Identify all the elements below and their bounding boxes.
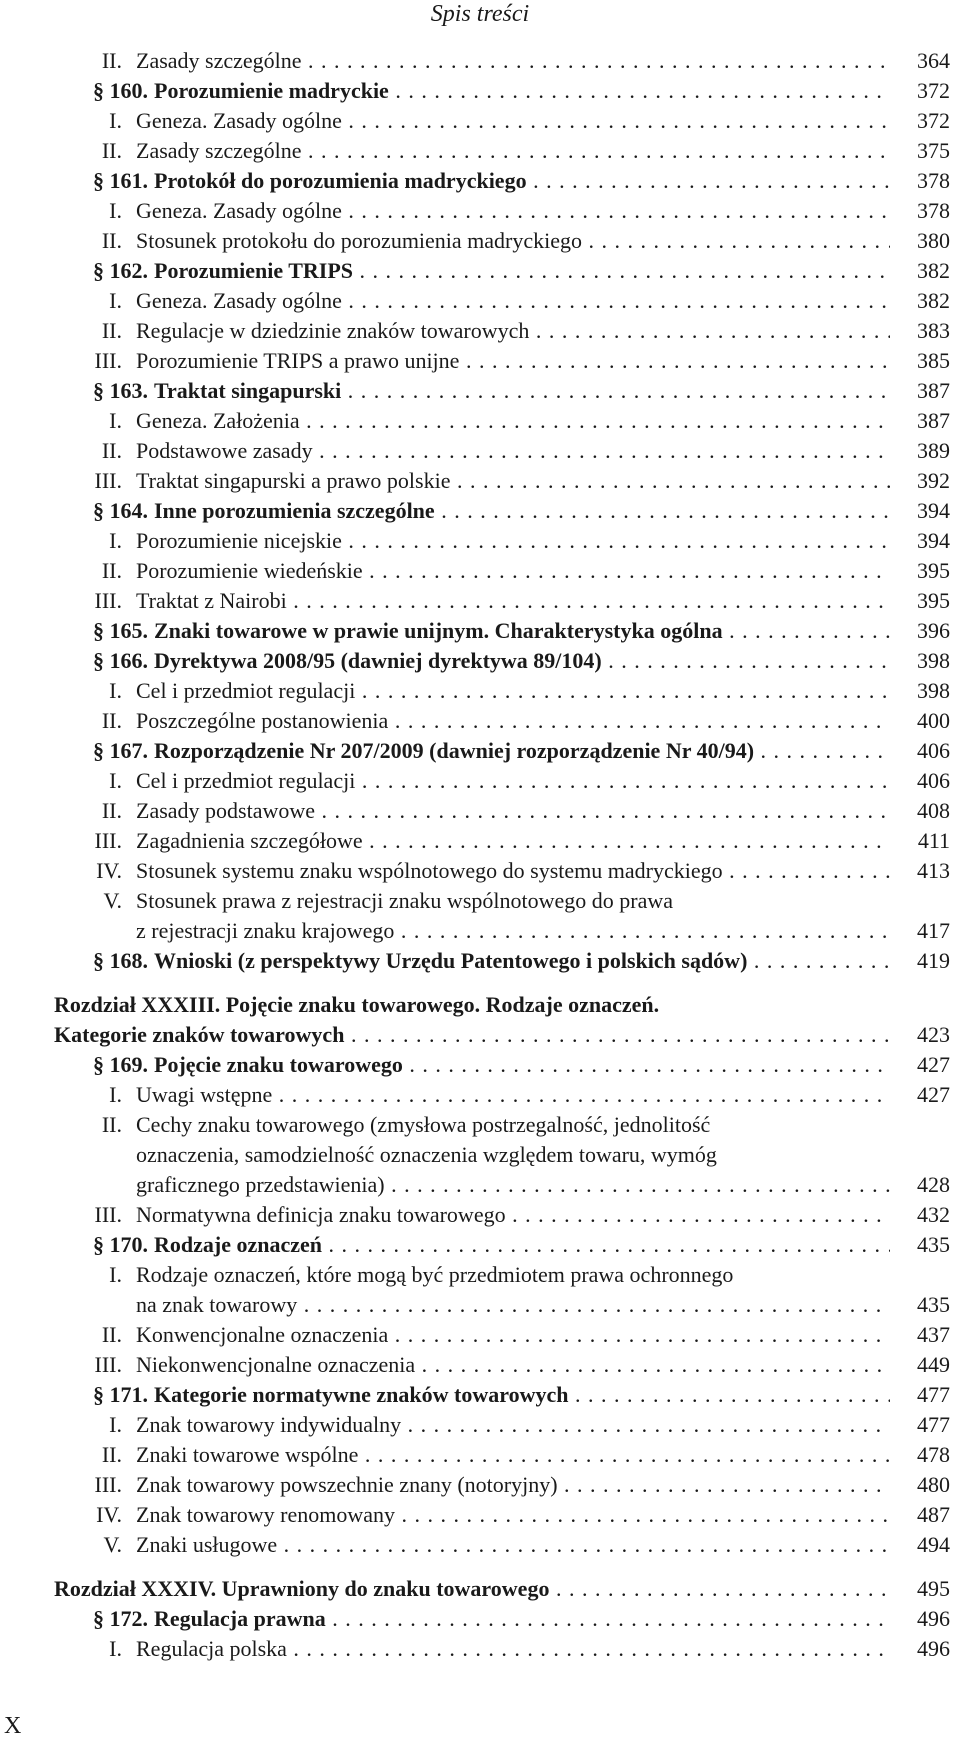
toc-entry-title: Porozumienie nicejskie . . .	[136, 526, 890, 556]
toc-entry	[0, 646, 960, 676]
toc-entry-title: Kategorie normatywne znaków towarowych . . .	[154, 1380, 890, 1410]
toc-entry-number: II.	[101, 558, 122, 583]
toc-entry-title: Normatywna definicja znaku towarowego . . .	[136, 1200, 890, 1230]
toc-entry-title: Regulacja polska . . .	[136, 1634, 890, 1664]
toc-entry-number: § 167.	[93, 738, 148, 763]
toc-entry-page: 423	[917, 1022, 950, 1047]
toc-entry	[0, 706, 960, 736]
toc-entry	[0, 1530, 960, 1560]
toc-entry-title: Zasady podstawowe . . .	[136, 796, 890, 826]
toc-entry-title: Traktat z Nairobi . . .	[136, 586, 890, 616]
toc-entry-page: 382	[917, 288, 950, 313]
toc-entry-title: Znaki towarowe w prawie unijnym. Charakterystyka ogólna . . .	[154, 616, 890, 646]
toc-entry-title: na znak towarowy . . .	[136, 1290, 890, 1320]
toc-entry	[0, 736, 960, 766]
toc-entry	[0, 226, 960, 256]
toc-entry	[0, 990, 960, 1020]
toc-entry-number: I.	[109, 1082, 122, 1107]
toc-entry-title: Rodzaje oznaczeń . . .	[154, 1230, 890, 1260]
toc-entry-title: graficznego przedstawienia) . . .	[136, 1170, 890, 1200]
toc-entry-number: III.	[94, 1472, 122, 1497]
toc-entry-page: 372	[917, 108, 950, 133]
toc-entry	[0, 616, 960, 646]
toc-entry-number: § 172.	[93, 1606, 148, 1631]
toc-entry	[0, 76, 960, 106]
toc-entry-number: I.	[109, 1412, 122, 1437]
toc-entry-page: 496	[917, 1606, 950, 1631]
toc-entry	[0, 1140, 960, 1170]
toc-entry	[0, 766, 960, 796]
toc-entry	[0, 676, 960, 706]
toc-entry-page: 380	[917, 228, 950, 253]
toc-entry-page: 427	[917, 1052, 950, 1077]
toc-entry	[0, 466, 960, 496]
toc-entry-number: II.	[101, 438, 122, 463]
toc-entry	[0, 256, 960, 286]
toc-entry-title: Cechy znaku towarowego (zmysłowa postrzegalność, jednolitość	[136, 1112, 711, 1137]
toc-entry-number: IV.	[96, 858, 122, 883]
toc-entry-number: III.	[94, 468, 122, 493]
toc-entry-title: Stosunek prawa z rejestracji znaku wspólnotowego do prawa	[136, 888, 674, 913]
toc-entry	[0, 886, 960, 916]
toc-entry-number: I.	[109, 678, 122, 703]
toc-entry-number: I.	[109, 1636, 122, 1661]
toc-entry-title: Kategorie znaków towarowych . . .	[54, 1020, 890, 1050]
toc-entry-title: Porozumienie madryckie . . .	[154, 76, 890, 106]
toc-entry-number: I.	[109, 1262, 122, 1287]
toc-entry-page: 417	[917, 918, 950, 943]
toc-entry-number: III.	[94, 828, 122, 853]
toc-entry-page: 387	[917, 378, 950, 403]
running-header: Spis treści	[430, 1, 530, 27]
toc-entry	[0, 1500, 960, 1530]
toc-entry-title: Traktat singapurski a prawo polskie . . .	[136, 466, 890, 496]
toc-entry-title: Dyrektywa 2008/95 (dawniej dyrektywa 89/104) . . .	[154, 646, 890, 676]
toc-entry-page: 364	[917, 48, 950, 73]
toc-entry-title: Geneza. Założenia . . .	[136, 406, 890, 436]
toc-entry-title: Zasady szczególne . . .	[136, 46, 890, 76]
toc-entry-title: Porozumienie TRIPS . . .	[154, 256, 890, 286]
toc-entry-number: II.	[101, 318, 122, 343]
toc-entry-title: Zagadnienia szczegółowe . . .	[136, 826, 890, 856]
toc-entry-page: 395	[917, 588, 950, 613]
toc-entry-title: z rejestracji znaku krajowego . . .	[136, 916, 890, 946]
toc-entry	[0, 1470, 960, 1500]
toc-entry-number: I.	[109, 768, 122, 793]
toc-entry-title: Rozdział XXXIII. Pojęcie znaku towarowego. Rodzaje oznaczeń.	[54, 992, 660, 1017]
toc-entry-number: II.	[101, 798, 122, 823]
toc-entry	[0, 436, 960, 466]
toc-entry	[0, 1260, 960, 1290]
toc-entry	[0, 1604, 960, 1634]
toc-entry-title: Geneza. Zasady ogólne . . .	[136, 196, 890, 226]
toc-entry	[0, 916, 960, 946]
toc-entry	[0, 106, 960, 136]
toc-entry-title: Porozumienie wiedeńskie . . .	[136, 556, 890, 586]
toc-entry-title: Znak towarowy powszechnie znany (notoryjny) . . .	[136, 1470, 890, 1500]
toc-entry-page: 432	[917, 1202, 950, 1227]
toc-entry-page: 496	[917, 1636, 950, 1661]
toc-entry-title: Znak towarowy renomowany . . .	[136, 1500, 890, 1530]
toc-entry	[0, 1410, 960, 1440]
toc-entry-number: II.	[101, 1442, 122, 1467]
toc-entry	[0, 496, 960, 526]
toc-entry-page: 372	[917, 78, 950, 103]
toc-entry-title: Stosunek protokołu do porozumienia madryckiego . . .	[136, 226, 890, 256]
toc-entry	[0, 406, 960, 436]
toc-entry-page: 487	[917, 1502, 950, 1527]
toc-entry-number: § 160.	[93, 78, 148, 103]
toc-entry-page: 477	[917, 1412, 950, 1437]
toc-entry-title: Niekonwencjonalne oznaczenia . . .	[136, 1350, 890, 1380]
toc-entry	[0, 286, 960, 316]
toc-entry	[0, 1110, 960, 1140]
toc-entry-title: Cel i przedmiot regulacji . . .	[136, 676, 890, 706]
toc-entry-number: I.	[109, 528, 122, 553]
toc-entry-page: 400	[917, 708, 950, 733]
toc-entry-number: § 162.	[93, 258, 148, 283]
toc-entry-title: Znaki towarowe wspólne . . .	[136, 1440, 890, 1470]
toc-entry-title: Pojęcie znaku towarowego . . .	[154, 1050, 890, 1080]
toc-entry-number: § 165.	[93, 618, 148, 643]
toc-entry	[0, 316, 960, 346]
toc-entry	[0, 1634, 960, 1664]
toc-entry	[0, 856, 960, 886]
toc-entry	[0, 1020, 960, 1050]
toc-entry	[0, 526, 960, 556]
toc-entry-page: 398	[917, 678, 950, 703]
toc-entry-number: I.	[109, 108, 122, 133]
toc-entry-title: Znaki usługowe . . .	[136, 1530, 890, 1560]
toc-entry-page: 383	[917, 318, 950, 343]
toc-entry	[0, 1320, 960, 1350]
toc-entry-page: 408	[917, 798, 950, 823]
toc-entry	[0, 556, 960, 586]
toc-entry	[0, 166, 960, 196]
toc-entry	[0, 796, 960, 826]
toc-entry-title: Stosunek systemu znaku wspólnotowego do systemu madryckiego . . .	[136, 856, 890, 886]
toc-entry-page: 411	[917, 828, 950, 853]
toc-entry-page: 477	[917, 1382, 950, 1407]
toc-entry-title: Konwencjonalne oznaczenia . . .	[136, 1320, 890, 1350]
toc-entry-page: 375	[917, 138, 950, 163]
toc-entry-page: 387	[917, 408, 950, 433]
toc-entry-page: 378	[917, 168, 950, 193]
toc-entry	[0, 46, 960, 76]
toc-entry-number: § 166.	[93, 648, 148, 673]
toc-entry	[0, 1350, 960, 1380]
toc-entry-number: IV.	[96, 1502, 122, 1527]
toc-entry-number: I.	[109, 408, 122, 433]
toc-entry-title: Regulacje w dziedzinie znaków towarowych . . .	[136, 316, 890, 346]
toc-entry-page: 385	[917, 348, 950, 373]
toc-entry-page: 427	[917, 1082, 950, 1107]
toc-entry-title: Traktat singapurski . . .	[154, 376, 890, 406]
toc-entry	[0, 1080, 960, 1110]
toc-entry-number: III.	[94, 1202, 122, 1227]
toc-entry-number: § 168.	[93, 948, 148, 973]
toc-entry-page: 406	[917, 738, 950, 763]
toc-entry	[0, 136, 960, 166]
toc-entry-page: 398	[917, 648, 950, 673]
toc-entry-title: Poszczególne postanowienia . . .	[136, 706, 890, 736]
toc-entry	[0, 946, 960, 976]
toc-entry-number: § 171.	[93, 1382, 148, 1407]
toc-entry-number: II.	[101, 1322, 122, 1347]
toc-entry-number: § 163.	[93, 378, 148, 403]
toc-entry-page: 395	[917, 558, 950, 583]
toc-entry-number: III.	[94, 1352, 122, 1377]
toc-entry	[0, 1574, 960, 1604]
toc-entry	[0, 196, 960, 226]
toc-entry-page: 396	[917, 618, 950, 643]
toc-entry-number: II.	[101, 708, 122, 733]
toc-entry-number: II.	[101, 228, 122, 253]
toc-entry-page: 394	[917, 528, 950, 553]
toc-entry-number: V.	[103, 888, 122, 913]
toc-entry-title: Geneza. Zasady ogólne . . .	[136, 286, 890, 316]
toc-entry-page: 419	[917, 948, 950, 973]
toc-entry-title: Porozumienie TRIPS a prawo unijne . . .	[136, 346, 890, 376]
page-number: X	[4, 1713, 22, 1739]
toc-entry-title: oznaczenia, samodzielność oznaczenia względem towaru, wymóg	[136, 1142, 717, 1167]
toc-entry	[0, 346, 960, 376]
toc-entry-number: III.	[94, 588, 122, 613]
toc-entry-number: II.	[101, 138, 122, 163]
toc-entry	[0, 1200, 960, 1230]
toc-entry-number: § 161.	[93, 168, 148, 193]
toc-entry-title: Regulacja prawna . . .	[154, 1604, 890, 1634]
toc-entry-number: I.	[109, 198, 122, 223]
toc-entry-title: Rozdział XXXIV. Uprawniony do znaku towarowego . . .	[54, 1574, 890, 1604]
toc-entry-page: 378	[917, 198, 950, 223]
toc-entry-page: 435	[917, 1232, 950, 1257]
toc-entry-page: 406	[917, 768, 950, 793]
toc-entry-number: § 164.	[93, 498, 148, 523]
toc-entry-page: 389	[917, 438, 950, 463]
toc-entry-number: II.	[101, 1112, 122, 1137]
toc-entry-number: I.	[109, 288, 122, 313]
toc-entry	[0, 1380, 960, 1410]
toc-entry	[0, 1050, 960, 1080]
toc-entry-page: 437	[917, 1322, 950, 1347]
toc-entry-number: III.	[94, 348, 122, 373]
toc-entry-page: 435	[917, 1292, 950, 1317]
toc-entry-title: Podstawowe zasady . . .	[136, 436, 890, 466]
toc-entry-number: V.	[103, 1532, 122, 1557]
toc-entry-title: Cel i przedmiot regulacji . . .	[136, 766, 890, 796]
toc-entry-title: Znak towarowy indywidualny . . .	[136, 1410, 890, 1440]
toc-entry-title: Wnioski (z perspektywy Urzędu Patentowego i polskich sądów) . . .	[154, 946, 890, 976]
toc-entry-title: Inne porozumienia szczególne . . .	[154, 496, 890, 526]
toc-entry-page: 392	[917, 468, 950, 493]
toc-entry-page: 413	[917, 858, 950, 883]
toc-entry-number: § 169.	[93, 1052, 148, 1077]
toc-entry-page: 449	[917, 1352, 950, 1377]
table-of-contents	[0, 46, 960, 1664]
toc-entry-page: 495	[917, 1576, 950, 1601]
toc-entry-page: 480	[917, 1472, 950, 1497]
toc-entry-page: 494	[917, 1532, 950, 1557]
toc-entry-page: 394	[917, 498, 950, 523]
toc-entry-title: Geneza. Zasady ogólne . . .	[136, 106, 890, 136]
toc-entry-title: Protokół do porozumienia madryckiego . . .	[154, 166, 890, 196]
toc-entry-title: Zasady szczególne . . .	[136, 136, 890, 166]
toc-entry	[0, 826, 960, 856]
toc-entry	[0, 1440, 960, 1470]
toc-entry-page: 478	[917, 1442, 950, 1467]
toc-entry-number: § 170.	[93, 1232, 148, 1257]
toc-entry-title: Uwagi wstępne . . .	[136, 1080, 890, 1110]
toc-entry	[0, 376, 960, 406]
toc-entry-page: 382	[917, 258, 950, 283]
toc-entry	[0, 1290, 960, 1320]
toc-entry-title: Rozporządzenie Nr 207/2009 (dawniej rozporządzenie Nr 40/94) . . .	[154, 736, 890, 766]
toc-entry-number: II.	[101, 48, 122, 73]
toc-entry-page: 428	[917, 1172, 950, 1197]
toc-entry	[0, 1230, 960, 1260]
toc-entry-title: Rodzaje oznaczeń, które mogą być przedmiotem prawa ochronnego	[136, 1262, 734, 1287]
toc-entry	[0, 586, 960, 616]
toc-entry	[0, 1170, 960, 1200]
